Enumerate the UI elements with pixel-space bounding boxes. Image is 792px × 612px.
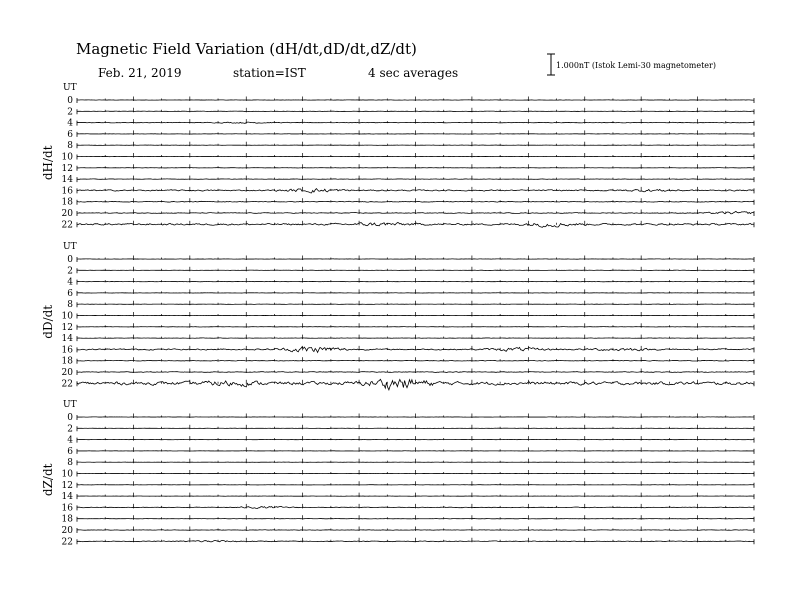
hour-label: 8 — [67, 300, 73, 311]
panel-label: dH/dt — [41, 145, 55, 181]
hour-label: 14 — [61, 175, 73, 186]
hour-label: 20 — [61, 209, 73, 219]
scale-bar-label: 1.000nT (Istok Lemi-30 magnetometer) — [556, 61, 716, 70]
panel-label: dD/dt — [41, 304, 55, 339]
hour-label: 16 — [61, 186, 73, 197]
hour-label: 6 — [67, 288, 73, 299]
hour-label: 4 — [67, 118, 73, 129]
ut-label: UT — [63, 242, 77, 252]
hour-label: 10 — [61, 469, 73, 480]
hour-label: 10 — [61, 152, 73, 163]
hour-label: 16 — [61, 503, 73, 514]
ut-label: UT — [63, 400, 77, 410]
hour-label: 18 — [61, 514, 73, 525]
averaging-label: 4 sec averages — [368, 66, 459, 80]
panel-3 — [41, 400, 754, 547]
hour-label: 4 — [67, 435, 73, 446]
hour-label: 6 — [67, 446, 73, 457]
hour-label: 22 — [61, 537, 73, 548]
hour-label: 14 — [61, 334, 73, 345]
hour-label: 4 — [67, 277, 73, 288]
hour-label: 14 — [61, 492, 73, 503]
chart-title: Magnetic Field Variation (dH/dt,dD/dt,dZ/dt) — [76, 40, 417, 58]
panel-label: dZ/dt — [41, 463, 55, 497]
hour-label: 12 — [61, 480, 73, 491]
hour-label: 22 — [61, 220, 73, 231]
hour-label: 20 — [61, 526, 73, 536]
hour-label: 2 — [67, 266, 73, 277]
hour-label: 18 — [61, 356, 73, 367]
hour-label: 22 — [61, 379, 73, 390]
hour-label: 10 — [61, 311, 73, 322]
hour-label: 6 — [67, 129, 73, 140]
hour-label: 12 — [61, 163, 73, 174]
ut-label: UT — [63, 83, 77, 93]
hour-label: 0 — [67, 255, 73, 265]
scale-bar — [547, 54, 716, 75]
hour-label: 8 — [67, 141, 73, 152]
hour-label: 18 — [61, 197, 73, 208]
hour-label: 2 — [67, 107, 73, 118]
panel-1 — [41, 83, 754, 230]
hour-label: 16 — [61, 345, 73, 356]
hour-label: 0 — [67, 96, 73, 106]
hour-label: 20 — [61, 368, 73, 378]
hour-label: 0 — [67, 413, 73, 423]
panels — [41, 83, 754, 547]
station-label: station=IST — [233, 66, 306, 80]
panel-2 — [41, 242, 754, 390]
date-label: Feb. 21, 2019 — [98, 66, 182, 80]
hour-label: 2 — [67, 424, 73, 435]
hour-label: 12 — [61, 322, 73, 333]
hour-label: 8 — [67, 458, 73, 469]
